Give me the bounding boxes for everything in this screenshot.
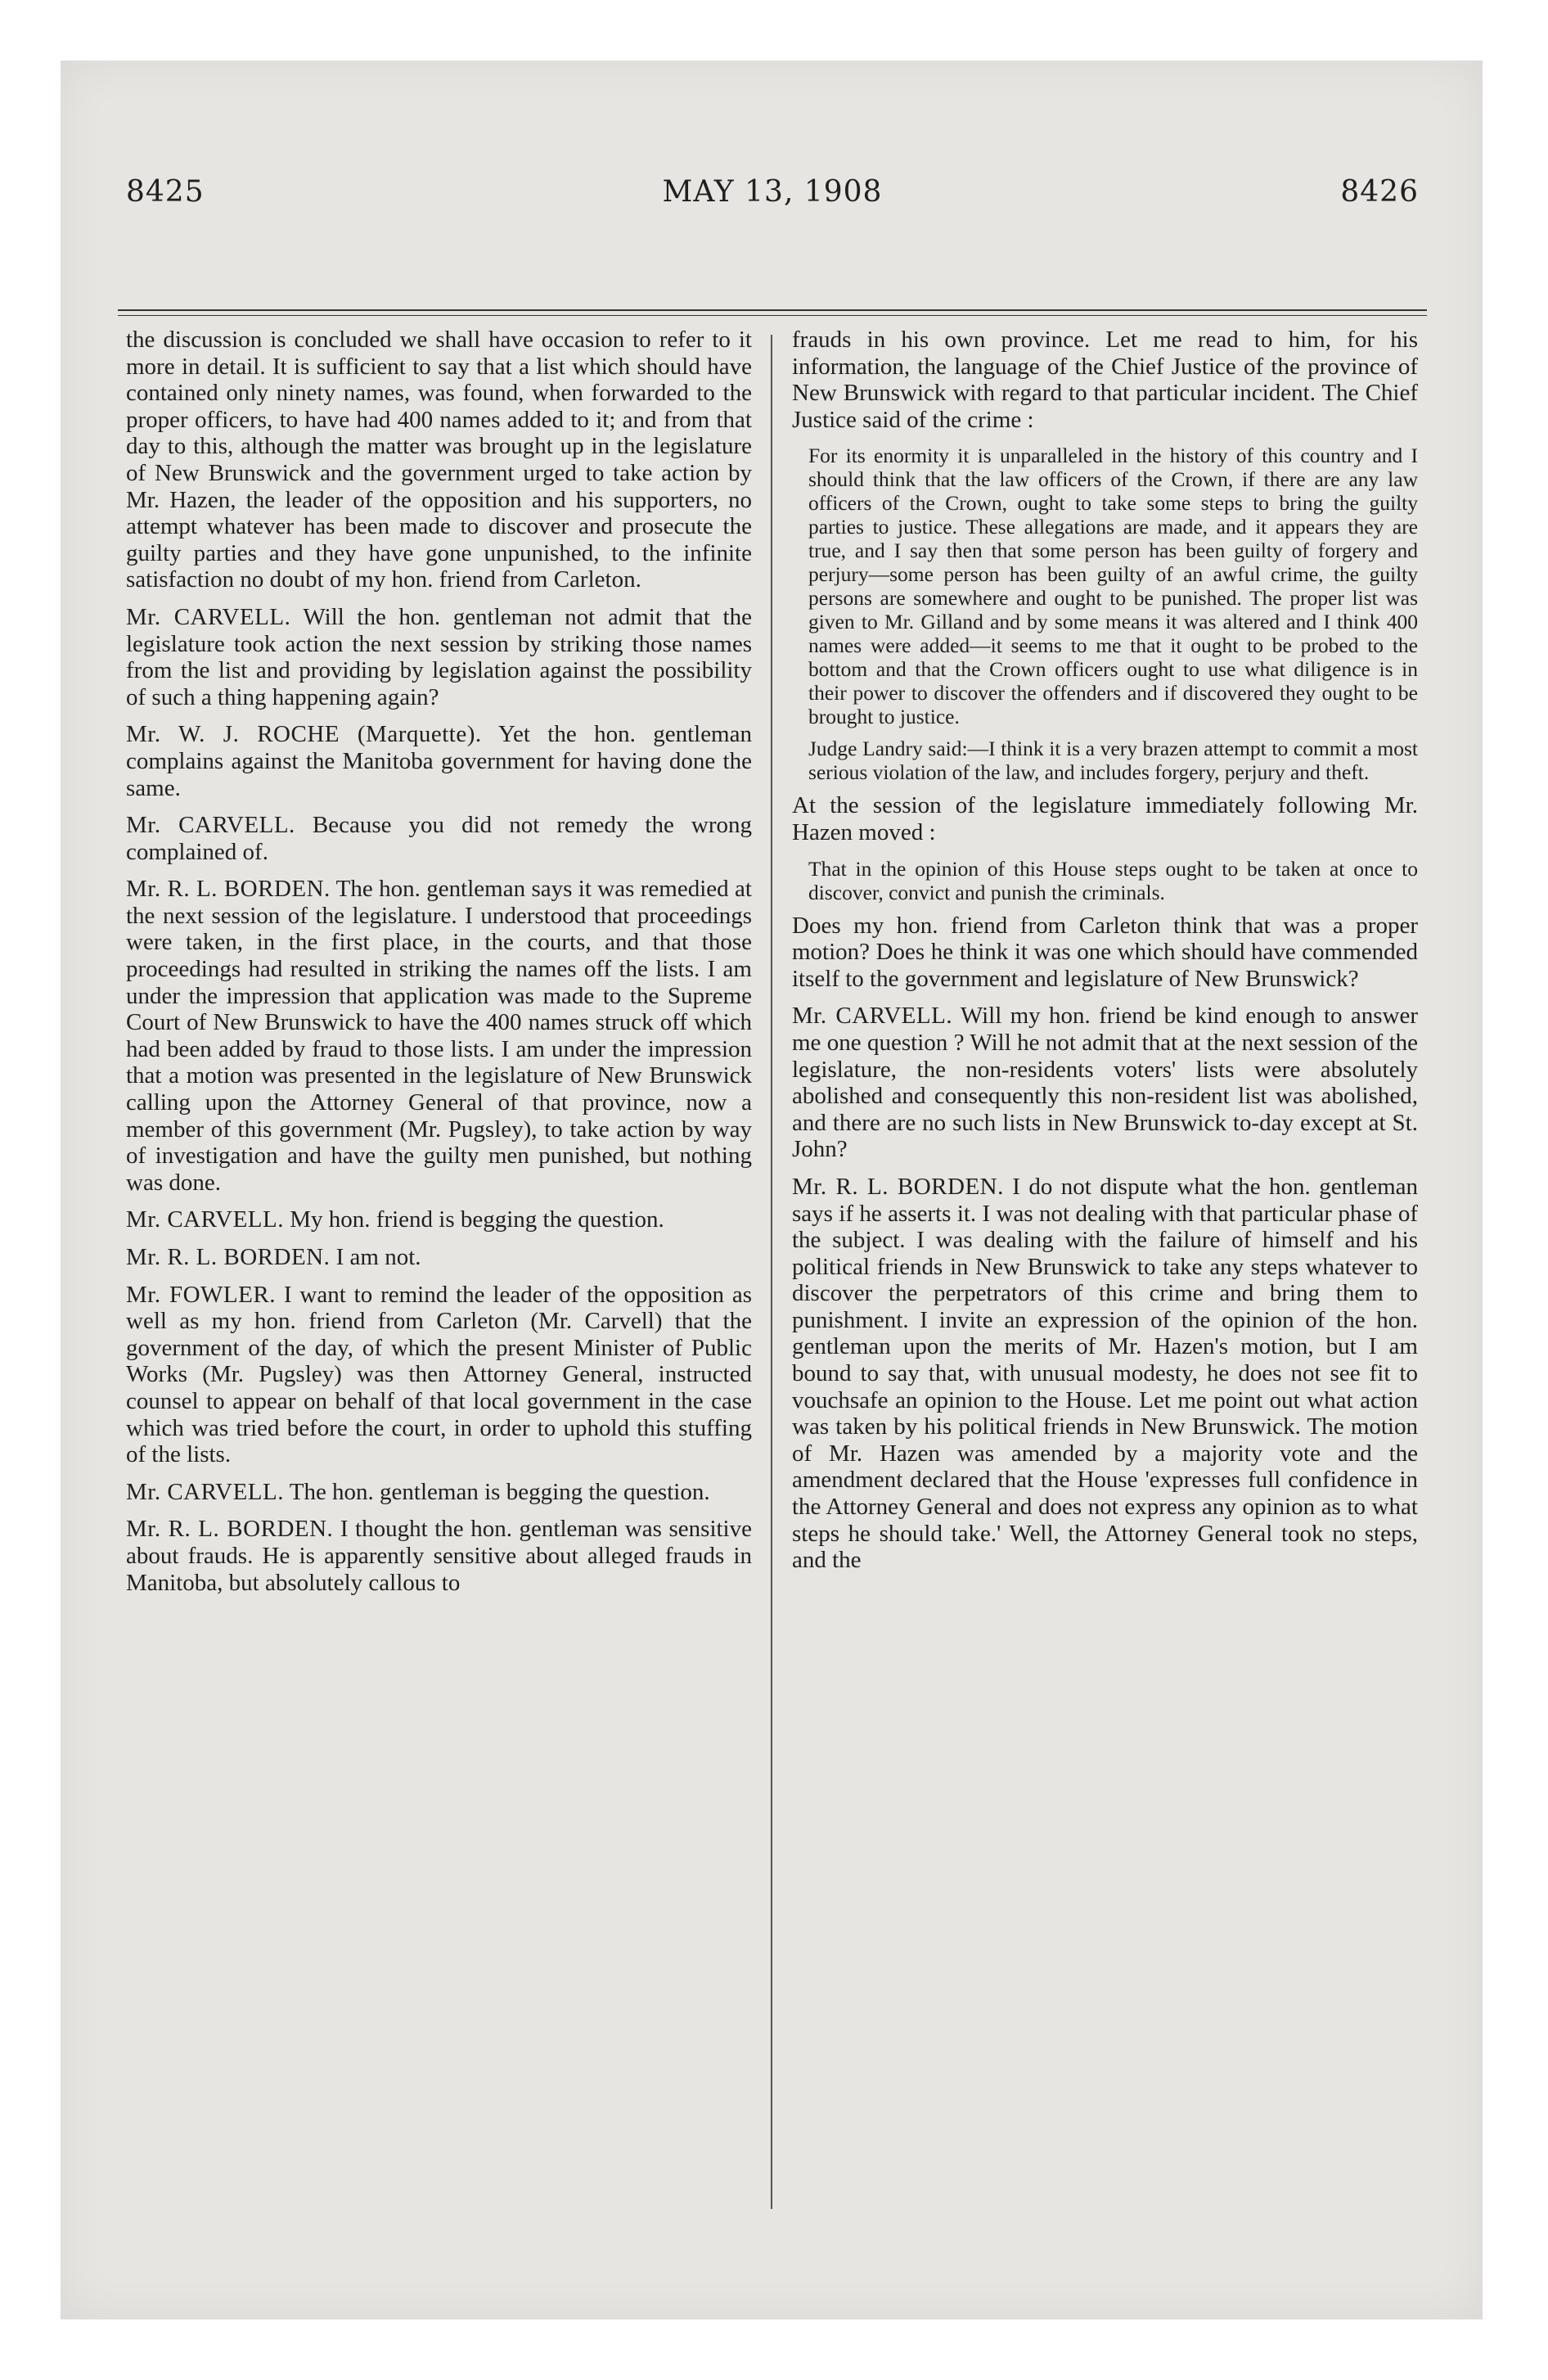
text-columns (118, 327, 1427, 2225)
paragraph (126, 721, 752, 801)
paragraph (126, 1516, 752, 1596)
paragraph (792, 913, 1418, 993)
column-divider (771, 335, 772, 2209)
paragraph (792, 1003, 1418, 1163)
quote-text: That in the opinion of this House steps ought to be taken at once to discover, convict and punish the criminals. (808, 856, 1418, 904)
paragraph (126, 604, 752, 710)
paragraph-text: Does my hon. friend from Carleton think that was a proper motion? Does he think it was one which should have commended itself to the government and legislature of New Brunswick? (792, 912, 1418, 992)
page-number-left: 8425 (126, 175, 205, 209)
speaker-name: Mr. R. L. BORDEN. (126, 1516, 334, 1543)
speaker-name: Mr. CARVELL. (126, 1478, 284, 1505)
paragraph-text: Yet the hon. gentleman complains against the Manitoba government for having done the same. (126, 721, 752, 801)
paragraph (792, 327, 1418, 433)
speaker-name: Mr. CARVELL. (126, 812, 295, 839)
paragraph-text: The hon. gentleman is begging the question. (284, 1478, 710, 1505)
left-column (126, 327, 752, 1607)
paragraph-text: Because you did not remedy the wrong complained of. (126, 812, 752, 865)
paragraph-text: the discussion is concluded we shall have occasion to refer to it more in detail. It is sufficient to say that a list which should have contained only ninety names, was found, when forwarded to the proper officers, to have had 400 names added to it; and from that day to this, although the matter was brought up in the legislature of New Brunswick and the government urged to take action by Mr. Hazen, the leader of the opposition and his supporters, no attempt whatever has been made to discover and prosecute the guilty parties and they have gone unpunished, to the infinite satisfaction no doubt of my hon. friend from Carleton. (126, 327, 752, 593)
speaker-name: Mr. CARVELL. (126, 1206, 284, 1233)
paragraph (126, 812, 752, 865)
paragraph-text: I do not dispute what the hon. gentleman says if he asserts it. I was not dealing with that particular phase of the subject. I was dealing with the failure of himself and his political friends in New Brunswick to take any steps whatever to discover the perpetrators of this crime and bring them to punishment. I invite an expression of the opinion of the hon. gentleman upon the merits of Mr. Hazen's motion, but I am bound to say that, with unusual modesty, he does not see fit to vouchsafe an opinion to the House. Let me point out what action was taken by his political friends in New Brunswick. The motion of Mr. Hazen was amended by a majority vote and the amendment declared that the House 'expresses full confidence in the Attorney General and does not express any opinion as to what steps he should take.' Well, the Attorney General took no steps, and the (792, 1173, 1418, 1574)
block-quote (792, 857, 1418, 904)
hansard-page (118, 175, 1427, 1596)
speaker-name: Mr. R. L. BORDEN. (126, 1244, 331, 1270)
paragraph (126, 1282, 752, 1468)
page-header (118, 175, 1427, 257)
speaker-name: Mr. R. L. BORDEN. (792, 1173, 1004, 1200)
page-date: MAY 13, 1908 (662, 175, 883, 209)
paragraph-text: My hon. friend is begging the question. (284, 1206, 664, 1233)
paragraph (126, 327, 752, 593)
paragraph-text: I am not. (330, 1244, 421, 1270)
scanned-page (61, 61, 1483, 2319)
speaker-name: Mr. R. L. BORDEN. (126, 876, 331, 903)
paragraph-text: The hon. gentleman says it was remedied at the next session of the legislature. I understood that proceedings were taken, in the first place, in the courts, and that those proceedings had resulted in striking the names off the lists. I am under the impression that application was made to the Supreme Court of New Brunswick to have the 400 names struck off which had been added by fraud to those lists. I am under the impression that a motion was presented in the legislature of New Brunswick calling upon the Attorney General of that province, now a member of this government (Mr. Pugsley), to take action by way of investigation and have the guilty men punished, but nothing was done. (126, 876, 752, 1196)
block-quote (792, 444, 1418, 728)
paragraph (126, 876, 752, 1196)
paragraph (792, 792, 1418, 845)
paragraph-text: I thought the hon. gentleman was sensitive about frauds. He is apparently sensitive about alleged frauds in Manitoba, but absolutely callous to (126, 1516, 752, 1596)
paragraph-text: frauds in his own province. Let me read to him, for his information, the language of the Chief Justice of the province of New Brunswick with regard to that particular incident. The Chief Justice said of the crime : (792, 327, 1418, 433)
right-column (792, 327, 1418, 1584)
header-rule (118, 309, 1427, 316)
block-quote (792, 737, 1418, 784)
paragraph (126, 1206, 752, 1233)
paragraph-text: I want to remind the leader of the opposition as well as my hon. friend from Carleton (Mr. Carvell) that the government of the day, of which the present Minister of Public Works (Mr. Pugsley) was then Attorney General, instructed counsel to appear on behalf of that local government in the case which was tried before the court, in order to uphold this stuffing of the lists. (126, 1281, 753, 1468)
page-number-right: 8426 (1340, 175, 1419, 209)
speaker-name: Mr. CARVELL. (792, 1003, 953, 1030)
quote-text: For its enormity it is unparalleled in the history of this country and I should think that the law officers of the Crown, if there are any law officers of the Crown, ought to take some steps to bring the guilty parties to justice. These allegations are made, and it appears they are true, and I say then that some person has been guilty of forgery and perjury—some person has been guilty of an awful crime, the guilty persons are somewhere and ought to be punished. The proper list was given to Mr. Gilland and by some means it was altered and I think 400 names were added—it seems to me that it ought to be probed to the bottom and that the Crown officers ought to use what diligence is in their power to discover the offenders and if discovered they ought to be brought to justice. (808, 444, 1418, 729)
speaker-name: Mr. CARVELL. (126, 603, 291, 630)
paragraph-text: Will my hon. friend be kind enough to answer me one question ? Will he not admit that at the next session of the legislature, the non-residents voters' lists were absolutely abolished and consequently this non-resident list was abolished, and there are no such lists in New Brunswick to-day except at St. John? (792, 1003, 1418, 1163)
paragraph (792, 1174, 1418, 1574)
paragraph (126, 1244, 752, 1271)
paragraph-text: Will the hon. gentleman not admit that the legislature took action the next session by striking those names from the list and providing by legislation against the possibility of such a thing happening again? (126, 603, 752, 710)
speaker-name: Mr. W. J. ROCHE (Marquette). (126, 721, 482, 748)
paragraph-text: At the session of the legislature immediately following Mr. Hazen moved : (792, 792, 1418, 845)
speaker-name: Mr. FOWLER. (126, 1281, 276, 1308)
quote-text: Judge Landry said:—I think it is a very brazen attempt to commit a most serious violation of the law, and includes forgery, perjury and theft. (808, 737, 1418, 785)
paragraph (126, 1479, 752, 1506)
